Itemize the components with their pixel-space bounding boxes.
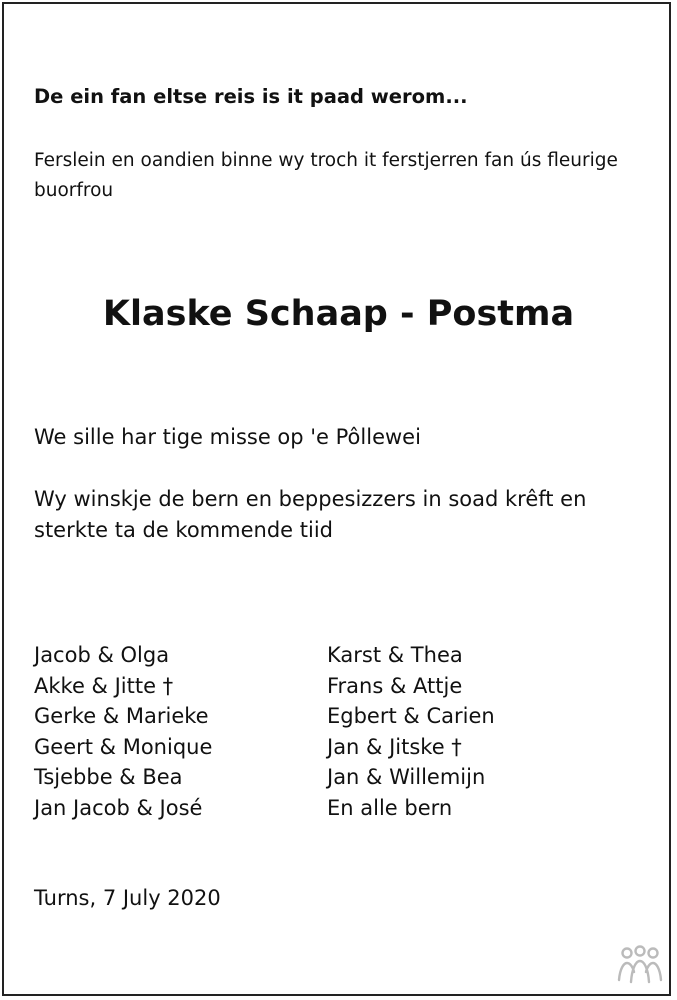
signatory: Jacob & Olga: [34, 643, 170, 667]
signatory: Egbert & Carien: [327, 704, 495, 729]
message-line-1: We sille har tige misse op 'e Pôllewei: [34, 425, 421, 449]
signatory: En alle bern: [327, 795, 453, 820]
signatory: Karst & Thea: [327, 643, 463, 667]
message-line-2: Wy winskje de bern en beppesizzers in soad krêft en sterkte ta de kommende tiid: [34, 487, 587, 542]
signatory: Tsjebbe & Bea: [34, 765, 183, 790]
signatory: Jan Jacob & José: [34, 795, 203, 820]
people-group-icon: [616, 944, 664, 988]
opening-line: De ein fan eltse reis is it paad werom...: [34, 85, 468, 108]
signatories-left-column: [34, 640, 212, 824]
signatory: Gerke & Marieke: [34, 704, 209, 729]
signatory: Jan & Jitske †: [327, 734, 462, 759]
signatory: Frans & Attje: [327, 673, 463, 698]
signatory: Jan & Willemijn: [327, 765, 486, 790]
signatory: Akke & Jitte †: [34, 673, 174, 698]
signatory: Geert & Monique: [34, 734, 213, 759]
deceased-name: Klaske Schaap - Postma: [102, 294, 575, 334]
intro-text: Ferslein en oandien binne wy troch it ferstjerren fan ús fleurige buorfrou: [34, 150, 618, 201]
signatories-right-column: [327, 640, 495, 824]
place-date: Turns, 7 July 2020: [34, 886, 221, 910]
